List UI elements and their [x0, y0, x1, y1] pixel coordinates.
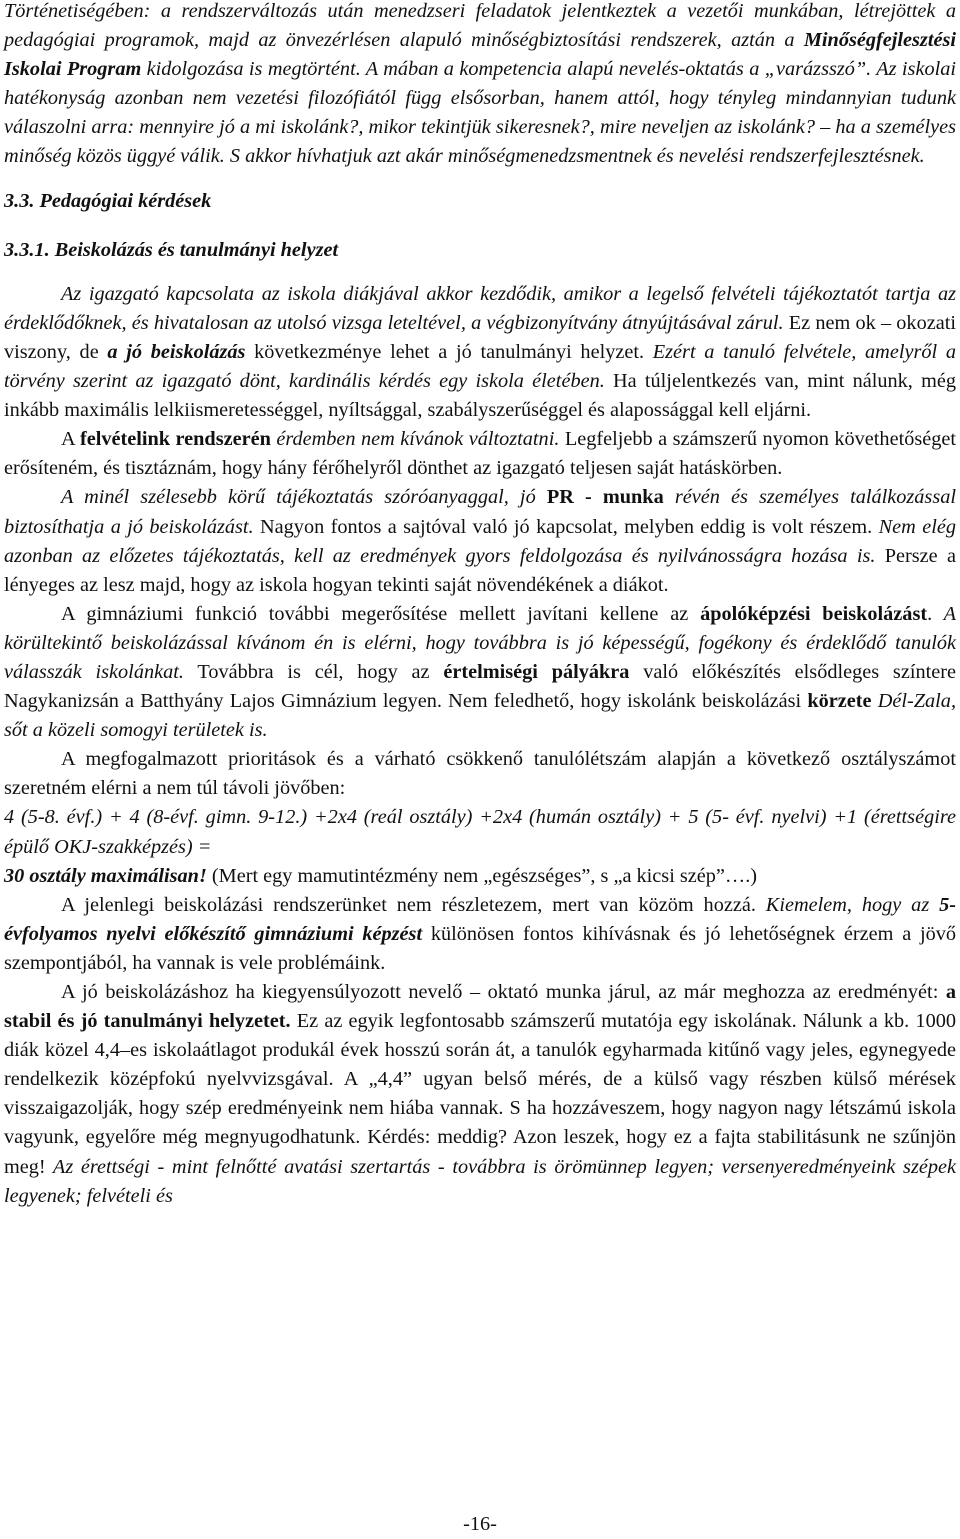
- paragraph-current-system: [4, 891, 956, 978]
- text-span: Dél-Zala, sőt a közeli somogyi területek is.: [4, 690, 957, 742]
- intro-text-cont: kidolgozása is megtörtént. A mában a kompetencia alapú nevelés-oktatás a „varázsszó”. Az iskolai hatékonyság azonban nem vezetési filozófiától függ elsősorban, hanem attól, hogy tényleg mindannyian tudunk válaszolni arra: mennyire jó a mi iskolánk?, mikor tekintjük sikeresnek?, mire neveljen az iskolánk? – ha a személyes minőség közös üggyé válik. S akkor hívhatjuk azt akár minőségmenedzsmentnek és nevelési rendszerfejlesztésnek.: [4, 58, 957, 168]
- emphasis-span: 5-évfolyamos nyelvi előkészítő gimnáziumi képzést: [4, 893, 957, 945]
- text-span: következménye lehet a jó tanulmányi helyzet.: [245, 340, 645, 363]
- text-span: A megfogalmazott prioritások és a várható csökkenő tanulólétszám alapján a következő osztályszámot szeretném elérni a nem túl távoli jövőben:: [4, 748, 956, 800]
- emphasis-span: értelmiségi pályákra: [443, 660, 630, 683]
- text-span: Nagyon fontos a sajtóval való jó kapcsolat, melyben eddig is volt részem.: [253, 515, 873, 538]
- paragraph-admission: [4, 280, 956, 425]
- text-span: érdemben nem kívánok változtatni.: [270, 428, 560, 451]
- text-span: való előkészítés elsődleges színtere Nagykanizsán a Batthyány Lajos Gimnázium legyen.: [4, 660, 956, 713]
- paragraph-gymnasium: [4, 600, 956, 745]
- intro-paragraph: [4, 0, 956, 172]
- section-heading: 3.3. Pedagógiai kérdések: [4, 189, 212, 212]
- text-span: A jelenlegi beiskolázási rendszerünket nem részletezem, mert van közöm hozzá.: [61, 893, 756, 916]
- paragraph-information: [4, 483, 956, 599]
- text-span: A körültekintő beiskolázással kívánom én is elérni, hogy továbbra is jó képességű, fogékony és érdeklődő tanulók válasszák iskolánkat.: [4, 602, 957, 683]
- paragraph-admission-system: [4, 425, 956, 483]
- text-span: Ha túljelentkezés van, mint nálunk, még inkább maximális lelkiismeretességgel, nyíltsággal, szabályszerűséggel és alapossággal kell eljárni.: [4, 370, 956, 422]
- page-number: -16-: [463, 1513, 497, 1535]
- class-formula: 4 (5-8. évf.) + 4 (8-évf. gimn. 9-12.) +2x4 (reál osztály) +2x4 (humán osztály) + 5 (5- évf. nyelvi) +1 (érettségire épülő OKJ-szakképzés) =: [4, 806, 956, 858]
- text-span: A jó beiskolázáshoz ha kiegyensúlyozott nevelő – oktató munka járul, az már meghozza az eredményét:: [61, 981, 946, 1003]
- text-span: Persze a lényeges az lesz majd, hogy az iskola hogyan tekinti saját növendékének a diákot.: [4, 544, 956, 596]
- text-span: (Mert egy mamutintézmény nem „egészséges”, s „a kicsi szép”….): [206, 864, 758, 887]
- text-span: Nem feledhető, hogy iskolánk beiskolázási: [442, 690, 808, 713]
- text-span: .: [927, 602, 933, 625]
- emphasis-span: a stabil és jó tanulmányi helyzetet.: [4, 981, 956, 1033]
- emphasis-span: körzete: [807, 690, 872, 713]
- emphasis-span: PR - munka: [546, 486, 664, 509]
- text-span: Ez az egyik legfontosabb számszerű mutatója egy iskolának. Nálunk a kb. 1000 diák közel 4,4–es iskolaátlagot produkál évek hosszú során át, a tanulók egyharmada kitűnő vagy jeles, egynegyede rendelkezik középfokú nyelvvizsgával. A „4,4” ugyan belső mérés, de a külső vagy részben külső mérések visszaigazolják, hogy szép eredményeink nem hiába vannak. S ha hozzáveszem, hogy nagyon nagy létszámú iskola vagyunk, egyelőre még megnyugodhatunk. Kérdés: meddig? Azon leszek, hogy ez a fajta stabilitásunk ne szűnjön meg!: [4, 1010, 956, 1178]
- text-span: Továbbra is cél, hogy az: [183, 660, 444, 683]
- emphasis-span: felvételink rendszerén: [79, 428, 271, 451]
- text-span: A gimnáziumi funkció további megerősítése mellett javítani kellene az: [61, 602, 701, 625]
- text-span: Ez nem ok – okozati viszony, de: [4, 311, 956, 363]
- text-span: Legfeljebb a számszerű nyomon követhetőséget erősíteném, és tisztáznám, hogy hány férőhelyről dönthet az igazgató teljesen saját hatáskörben.: [4, 428, 957, 480]
- subsection-heading: 3.3.1. Beiskolázás és tanulmányi helyzet: [4, 238, 339, 261]
- paragraph-results: [4, 978, 956, 1211]
- emphasis-span: ápolóképzési beiskolázást: [700, 602, 928, 625]
- text-span: Ezért a tanuló felvétele, amelyről a törvény szerint az igazgató dönt, kardinális kérdés egy iskola életében.: [4, 340, 956, 393]
- text-span: Az igazgató kapcsolata az iskola diákjával akkor kezdődik, amikor a legelső felvételi tájékoztatót tartja az érdeklődőknek, és hivatalosan az utolsó vizsga leteltével, a végbizonyítvány átnyújtásával zárul.: [4, 282, 956, 334]
- text-span: révén és személyes találkozással biztosíthatja a jó beiskolázást.: [4, 486, 956, 538]
- text-span: A minél szélesebb körű tájékoztatás szóróanyaggal, jó: [61, 486, 547, 509]
- document-page: [4, 0, 956, 1211]
- text-span: Nem elég azonban az előzetes tájékoztatás, kell az eredmények gyors feldolgozása és nyilvánosságra hozása is.: [4, 515, 956, 567]
- program-name: Minőségfejlesztési Iskolai Program: [4, 29, 956, 81]
- paragraph-class-count: [4, 745, 956, 890]
- text-span: Az érettségi - mint felnőtté avatási szertartás - továbbra is örömünnep legyen; versenyeredményeink szépek legyenek; felvételi és: [4, 1155, 956, 1207]
- text-span: Kiemelem, hogy az: [755, 893, 940, 916]
- text-span: A: [61, 428, 80, 451]
- intro-text: Történetiségében: a rendszerváltozás után menedzseri feladatok jelentkeztek a vezetői munkában, létrejöttek a pedagógiai programok, majd az önvezérlésen alapuló minőségbiztosítási rendszerek, aztán a: [4, 0, 956, 52]
- emphasis-span: a jó beiskolázás: [107, 340, 246, 363]
- text-span: különösen fontos kihívásnak és jó lehetőségnek érzem a jövő szempontjából, ha vannak is vele problémáink.: [4, 922, 957, 974]
- emphasis-span: 30 osztály maximálisan!: [4, 864, 207, 887]
